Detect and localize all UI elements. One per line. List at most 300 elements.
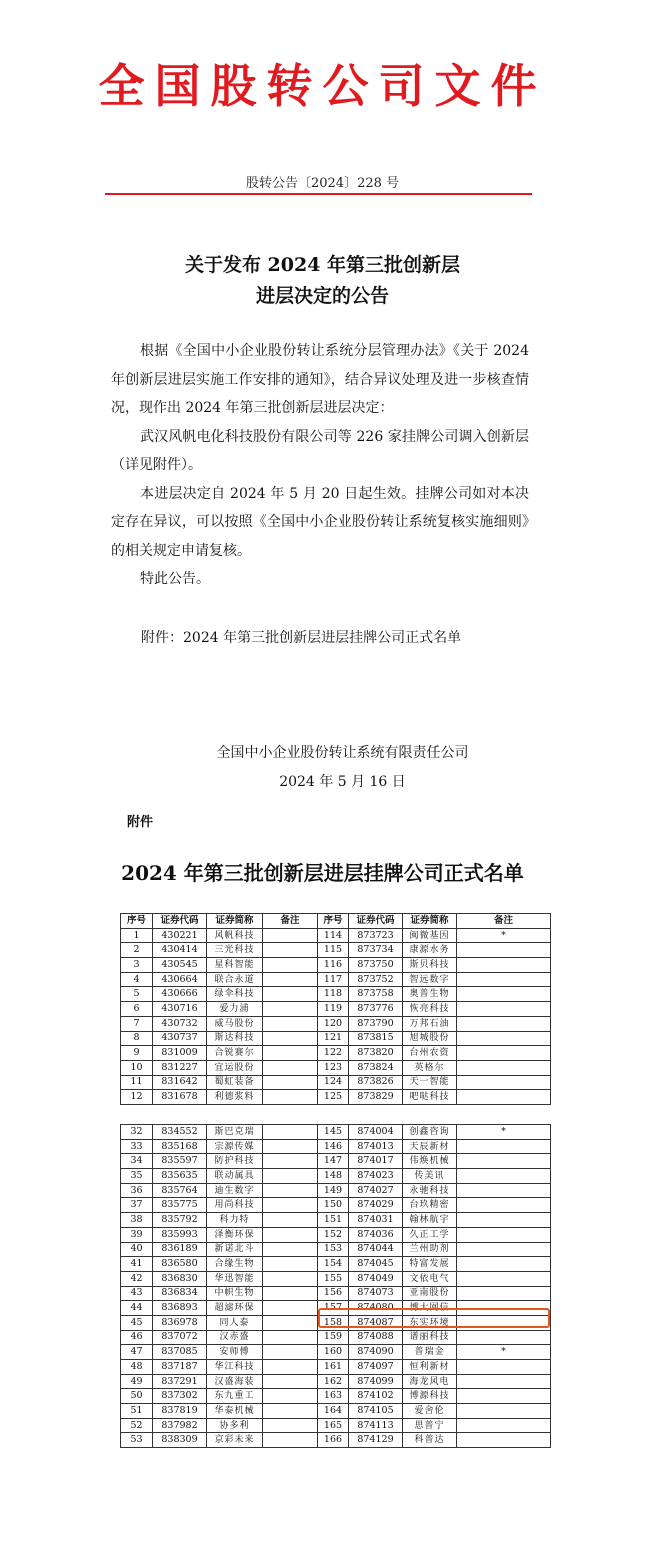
cell-name: 翰林航宇	[403, 1213, 457, 1228]
table-row	[121, 1198, 551, 1213]
cell-seq: 41	[121, 1257, 153, 1272]
cell-name: 恒利新材	[403, 1360, 457, 1375]
cell-seq: 147	[318, 1154, 349, 1169]
cell-name: 万邦石油	[403, 1016, 457, 1031]
cell-name: 协多利	[207, 1418, 263, 1433]
cell-name: 合缘生物	[207, 1257, 263, 1272]
table-row	[121, 1227, 551, 1242]
cell-code: 873776	[349, 1002, 403, 1017]
cell-name: 恢亮科技	[403, 1002, 457, 1017]
cell-name: 迪生数字	[207, 1183, 263, 1198]
cell-code: 873723	[349, 928, 403, 943]
cell-seq: 34	[121, 1154, 153, 1169]
cell-seq: 146	[318, 1139, 349, 1154]
cell-code: 874129	[349, 1433, 403, 1448]
cell-name: 天辰新材	[403, 1139, 457, 1154]
header-code: 证券代码	[349, 914, 403, 929]
cell-seq: 122	[318, 1046, 349, 1061]
cell-name: 天一智能	[403, 1075, 457, 1090]
cell-seq: 164	[318, 1404, 349, 1419]
cell-seq: 43	[121, 1286, 153, 1301]
cell-seq: 40	[121, 1242, 153, 1257]
cell-name: 传美讯	[403, 1169, 457, 1184]
cell-note	[263, 1227, 318, 1242]
cell-note	[263, 1301, 318, 1316]
cell-note	[263, 928, 318, 943]
cell-name: 宜运股份	[207, 1060, 263, 1075]
cell-seq: 162	[318, 1374, 349, 1389]
cell-note	[263, 1046, 318, 1061]
cell-note	[263, 1389, 318, 1404]
cell-code: 430732	[153, 1016, 207, 1031]
cell-name: 斯巴克瑞	[207, 1125, 263, 1140]
cell-name: 华江科技	[207, 1360, 263, 1375]
cell-note	[457, 1154, 551, 1169]
cell-seq: 152	[318, 1227, 349, 1242]
cell-note	[457, 1330, 551, 1345]
cell-seq: 160	[318, 1345, 349, 1360]
cell-seq: 49	[121, 1374, 153, 1389]
cell-seq: 42	[121, 1271, 153, 1286]
cell-name: 华泰机械	[207, 1404, 263, 1419]
cell-seq: 51	[121, 1404, 153, 1419]
announcement-title	[0, 250, 645, 312]
cell-name: 合锐赛尔	[207, 1046, 263, 1061]
cell-seq: 33	[121, 1139, 153, 1154]
cell-note	[263, 1183, 318, 1198]
cell-note	[457, 1227, 551, 1242]
cell-seq: 35	[121, 1169, 153, 1184]
cell-code: 836830	[153, 1271, 207, 1286]
cell-code: 874099	[349, 1374, 403, 1389]
cell-note	[263, 1404, 318, 1419]
paragraph-1: 根据《全国中小企业股份转让系统分层管理办法》《关于 2024 年创新层进层实施工作安排的通知》，结合异议处理及进一步核查情况，现作出 2024 年第三批创新层进层决定：	[111, 343, 529, 416]
document-number: 股转公告〔2024〕228 号	[245, 176, 400, 191]
cell-name: 创鑫咨询	[403, 1125, 457, 1140]
cell-name: 风帆科技	[207, 928, 263, 943]
cell-code: 874073	[349, 1286, 403, 1301]
cell-code: 874017	[349, 1154, 403, 1169]
cell-seq: 149	[318, 1183, 349, 1198]
cell-note	[263, 1060, 318, 1075]
cell-name: 宗源传媒	[207, 1139, 263, 1154]
cell-seq: 44	[121, 1301, 153, 1316]
cell-seq: 125	[318, 1090, 349, 1105]
cell-seq: 119	[318, 1002, 349, 1017]
cell-code: 834552	[153, 1125, 207, 1140]
cell-note	[263, 1016, 318, 1031]
table-row	[121, 1433, 551, 1448]
cell-name: 东九重工	[207, 1389, 263, 1404]
cell-code: 836893	[153, 1301, 207, 1316]
cell-code: 873758	[349, 987, 403, 1002]
cell-code: 873750	[349, 958, 403, 973]
cell-seq: 124	[318, 1075, 349, 1090]
paragraph-2: 武汉风帆电化科技股份有限公司等 226 家挂牌公司调入创新层（详见附件）。	[111, 428, 529, 473]
cell-code: 874113	[349, 1418, 403, 1433]
cell-seq: 8	[121, 1031, 153, 1046]
cell-note	[263, 1345, 318, 1360]
cell-code: 874023	[349, 1169, 403, 1184]
cell-name: 东实环境	[403, 1315, 457, 1330]
cell-name: 博大网信	[403, 1301, 457, 1316]
cell-seq: 38	[121, 1213, 153, 1228]
cell-code: 837072	[153, 1330, 207, 1345]
table-header-row	[121, 914, 551, 929]
title-line-1: 关于发布 2024 年第三批创新层	[184, 254, 461, 276]
cell-note	[457, 1271, 551, 1286]
cell-name: 安师傅	[207, 1345, 263, 1360]
document-header-title: 全国股转公司文件	[98, 59, 547, 113]
cell-note	[457, 1198, 551, 1213]
header-name: 证券简称	[207, 914, 263, 929]
announcement-body	[111, 337, 529, 594]
cell-name: 联合永道	[207, 972, 263, 987]
cell-seq: 159	[318, 1330, 349, 1345]
table-row	[121, 1139, 551, 1154]
cell-code: 837291	[153, 1374, 207, 1389]
cell-note	[457, 1183, 551, 1198]
cell-name: 同人泰	[207, 1315, 263, 1330]
table-row	[121, 1125, 551, 1140]
table-row	[121, 1169, 551, 1184]
cell-name: 科普达	[403, 1433, 457, 1448]
cell-name: 普瑞金	[403, 1345, 457, 1360]
cell-name: 特富发展	[403, 1257, 457, 1272]
cell-name: 海龙风电	[403, 1374, 457, 1389]
cell-note	[457, 943, 551, 958]
cell-code: 835792	[153, 1213, 207, 1228]
table-row	[121, 1075, 551, 1090]
appendix-label: 附件	[127, 815, 154, 830]
cell-note: *	[457, 1345, 551, 1360]
cell-seq: 163	[318, 1389, 349, 1404]
cell-seq: 37	[121, 1198, 153, 1213]
cell-code: 873734	[349, 943, 403, 958]
cell-name: 华迅智能	[207, 1271, 263, 1286]
table-row	[121, 1418, 551, 1433]
cell-name: 联动属具	[207, 1169, 263, 1184]
cell-note	[457, 1002, 551, 1017]
cell-name: 康源水务	[403, 943, 457, 958]
header-seq: 序号	[318, 914, 349, 929]
cell-name: 旭城股份	[403, 1031, 457, 1046]
cell-name: 用尚科技	[207, 1198, 263, 1213]
cell-code: 836189	[153, 1242, 207, 1257]
cell-seq: 150	[318, 1198, 349, 1213]
table-row	[121, 1154, 551, 1169]
cell-code: 835635	[153, 1169, 207, 1184]
cell-seq: 36	[121, 1183, 153, 1198]
cell-seq: 117	[318, 972, 349, 987]
table-row	[121, 1345, 551, 1360]
cell-code: 430221	[153, 928, 207, 943]
cell-note	[457, 1418, 551, 1433]
cell-name: 科力特	[207, 1213, 263, 1228]
cell-code: 835993	[153, 1227, 207, 1242]
cell-name: 智远数字	[403, 972, 457, 987]
cell-note	[457, 1389, 551, 1404]
cell-code: 836834	[153, 1286, 207, 1301]
paragraph-3: 本进层决定自 2024 年 5 月 20 日起生效。挂牌公司如对本决定存在异议，可以按照《全国中小企业股份转让系统复核实施细则》的相关规定申请复核。	[111, 485, 529, 559]
cell-note	[457, 1433, 551, 1448]
table-row	[121, 1060, 551, 1075]
cell-note	[263, 1374, 318, 1389]
cell-code: 873820	[349, 1046, 403, 1061]
cell-name: 斯达科技	[207, 1031, 263, 1046]
cell-code: 874105	[349, 1404, 403, 1419]
cell-note	[457, 1031, 551, 1046]
cell-seq: 148	[318, 1169, 349, 1184]
cell-seq: 47	[121, 1345, 153, 1360]
cell-seq: 166	[318, 1433, 349, 1448]
cell-code: 873790	[349, 1016, 403, 1031]
cell-code: 873824	[349, 1060, 403, 1075]
table-row	[121, 1213, 551, 1228]
table-row	[121, 1374, 551, 1389]
cell-code: 430545	[153, 958, 207, 973]
cell-note	[457, 1360, 551, 1375]
cell-code: 874088	[349, 1330, 403, 1345]
attachment-line: 附件：2024 年第三批创新层进层挂牌公司正式名单	[141, 630, 462, 646]
cell-code: 873829	[349, 1090, 403, 1105]
cell-note	[263, 1242, 318, 1257]
table-row	[121, 1286, 551, 1301]
cell-name: 英格尔	[403, 1060, 457, 1075]
cell-code: 836978	[153, 1315, 207, 1330]
cell-note	[263, 1169, 318, 1184]
cell-code: 831678	[153, 1090, 207, 1105]
cell-note	[263, 1213, 318, 1228]
cell-code: 831227	[153, 1060, 207, 1075]
cell-name: 绿伞科技	[207, 987, 263, 1002]
cell-code: 836580	[153, 1257, 207, 1272]
cell-note	[457, 1016, 551, 1031]
cell-code: 831009	[153, 1046, 207, 1061]
table-row	[121, 1002, 551, 1017]
cell-note	[457, 1075, 551, 1090]
cell-seq: 121	[318, 1031, 349, 1046]
cell-name: 泽衡环保	[207, 1227, 263, 1242]
issuer-name: 全国中小企业股份转让系统有限责任公司	[216, 745, 469, 761]
red-divider	[105, 193, 532, 195]
cell-seq: 116	[318, 958, 349, 973]
table-row	[121, 1360, 551, 1375]
table-row	[121, 958, 551, 973]
cell-name: 蜀虹装备	[207, 1075, 263, 1090]
cell-seq: 11	[121, 1075, 153, 1090]
cell-seq: 39	[121, 1227, 153, 1242]
issue-date: 2024 年 5 月 16 日	[279, 774, 406, 790]
cell-code: 873815	[349, 1031, 403, 1046]
table-row	[121, 1031, 551, 1046]
table-row	[121, 987, 551, 1002]
cell-seq: 114	[318, 928, 349, 943]
paragraph-4: 特此公告。	[140, 571, 210, 587]
header-seq: 序号	[121, 914, 153, 929]
cell-note	[263, 1360, 318, 1375]
cell-code: 874029	[349, 1198, 403, 1213]
cell-code: 837187	[153, 1360, 207, 1375]
cell-code: 874087	[349, 1315, 403, 1330]
cell-code: 874102	[349, 1389, 403, 1404]
table-row	[121, 1242, 551, 1257]
cell-note	[457, 1046, 551, 1061]
table-row	[121, 1404, 551, 1419]
cell-code: 835168	[153, 1139, 207, 1154]
cell-code: 430664	[153, 972, 207, 987]
cell-seq: 9	[121, 1046, 153, 1061]
cell-code: 838309	[153, 1433, 207, 1448]
cell-note	[263, 1002, 318, 1017]
cell-name: 利德浆料	[207, 1090, 263, 1105]
cell-seq: 48	[121, 1360, 153, 1375]
cell-note	[457, 972, 551, 987]
cell-code: 874036	[349, 1227, 403, 1242]
cell-note	[263, 1418, 318, 1433]
cell-name: 汉盛海装	[207, 1374, 263, 1389]
title-line-2: 进层决定的公告	[255, 285, 389, 307]
table-row	[121, 928, 551, 943]
cell-note	[263, 987, 318, 1002]
highlight-box	[318, 1308, 550, 1328]
cell-name: 永驰科技	[403, 1183, 457, 1198]
cell-seq: 10	[121, 1060, 153, 1075]
cell-code: 835597	[153, 1154, 207, 1169]
cell-note	[263, 972, 318, 987]
cell-seq: 5	[121, 987, 153, 1002]
cell-name: 星科智能	[207, 958, 263, 973]
table-row	[121, 1090, 551, 1105]
table-row	[121, 1183, 551, 1198]
cell-note	[263, 1075, 318, 1090]
cell-seq: 12	[121, 1090, 153, 1105]
cell-note	[263, 943, 318, 958]
cell-note: *	[457, 1125, 551, 1140]
cell-code: 874080	[349, 1301, 403, 1316]
table-row	[121, 1271, 551, 1286]
cell-seq: 1	[121, 928, 153, 943]
cell-seq: 52	[121, 1418, 153, 1433]
table-row	[121, 1046, 551, 1061]
cell-name: 爱力浦	[207, 1002, 263, 1017]
cell-note	[263, 1031, 318, 1046]
cell-seq: 115	[318, 943, 349, 958]
cell-code: 873826	[349, 1075, 403, 1090]
cell-note	[263, 1433, 318, 1448]
table-row	[121, 1389, 551, 1404]
cell-code: 835775	[153, 1198, 207, 1213]
cell-note	[457, 958, 551, 973]
cell-note	[457, 1286, 551, 1301]
cell-name: 吧哒科技	[403, 1090, 457, 1105]
cell-note	[457, 1169, 551, 1184]
cell-note	[263, 1271, 318, 1286]
cell-note	[263, 1139, 318, 1154]
cell-seq: 151	[318, 1213, 349, 1228]
cell-name: 台州农资	[403, 1046, 457, 1061]
company-table-block-1	[120, 913, 551, 1105]
cell-code: 837982	[153, 1418, 207, 1433]
cell-note	[263, 1198, 318, 1213]
cell-name: 斯贝科技	[403, 958, 457, 973]
cell-note	[457, 1213, 551, 1228]
cell-note	[457, 987, 551, 1002]
cell-name: 京彩未来	[207, 1433, 263, 1448]
table-row	[121, 1257, 551, 1272]
cell-seq: 4	[121, 972, 153, 987]
cell-name: 奥普生物	[403, 987, 457, 1002]
table-row	[121, 1016, 551, 1031]
header-code: 证券代码	[153, 914, 207, 929]
cell-seq: 7	[121, 1016, 153, 1031]
cell-note	[263, 1330, 318, 1345]
cell-note	[457, 1374, 551, 1389]
cell-note	[263, 1125, 318, 1140]
cell-name: 文依电气	[403, 1271, 457, 1286]
cell-note	[263, 1286, 318, 1301]
cell-code: 837302	[153, 1389, 207, 1404]
cell-name: 汉赤盛	[207, 1330, 263, 1345]
cell-seq: 46	[121, 1330, 153, 1345]
header-note: 备注	[457, 914, 551, 929]
cell-code: 874049	[349, 1271, 403, 1286]
cell-seq: 165	[318, 1418, 349, 1433]
cell-name: 兰州助剂	[403, 1242, 457, 1257]
cell-note	[263, 1257, 318, 1272]
cell-name: 亚南股份	[403, 1286, 457, 1301]
cell-seq: 2	[121, 943, 153, 958]
cell-code: 837819	[153, 1404, 207, 1419]
cell-note	[457, 1257, 551, 1272]
cell-name: 威马股份	[207, 1016, 263, 1031]
cell-name: 博源科技	[403, 1389, 457, 1404]
cell-code: 874045	[349, 1257, 403, 1272]
cell-seq: 50	[121, 1389, 153, 1404]
cell-code: 831642	[153, 1075, 207, 1090]
cell-code: 873752	[349, 972, 403, 987]
cell-seq: 157	[318, 1301, 349, 1316]
cell-code: 430716	[153, 1002, 207, 1017]
cell-seq: 45	[121, 1315, 153, 1330]
table-row	[121, 943, 551, 958]
cell-code: 874013	[349, 1139, 403, 1154]
cell-seq: 6	[121, 1002, 153, 1017]
cell-seq: 3	[121, 958, 153, 973]
cell-seq: 123	[318, 1060, 349, 1075]
cell-name: 伟焕机械	[403, 1154, 457, 1169]
cell-code: 837085	[153, 1345, 207, 1360]
cell-code: 874027	[349, 1183, 403, 1198]
cell-note	[263, 1315, 318, 1330]
cell-note	[457, 1090, 551, 1105]
cell-seq: 156	[318, 1286, 349, 1301]
cell-seq: 153	[318, 1242, 349, 1257]
cell-code: 430414	[153, 943, 207, 958]
cell-seq: 158	[318, 1315, 349, 1330]
cell-name: 爱舍伦	[403, 1404, 457, 1419]
cell-code: 430737	[153, 1031, 207, 1046]
cell-note: *	[457, 928, 551, 943]
cell-code: 874097	[349, 1360, 403, 1375]
cell-seq: 53	[121, 1433, 153, 1448]
cell-seq: 120	[318, 1016, 349, 1031]
table-row	[121, 1330, 551, 1345]
table-row	[121, 972, 551, 987]
header-note: 备注	[263, 914, 318, 929]
cell-note	[457, 1060, 551, 1075]
cell-code: 874044	[349, 1242, 403, 1257]
